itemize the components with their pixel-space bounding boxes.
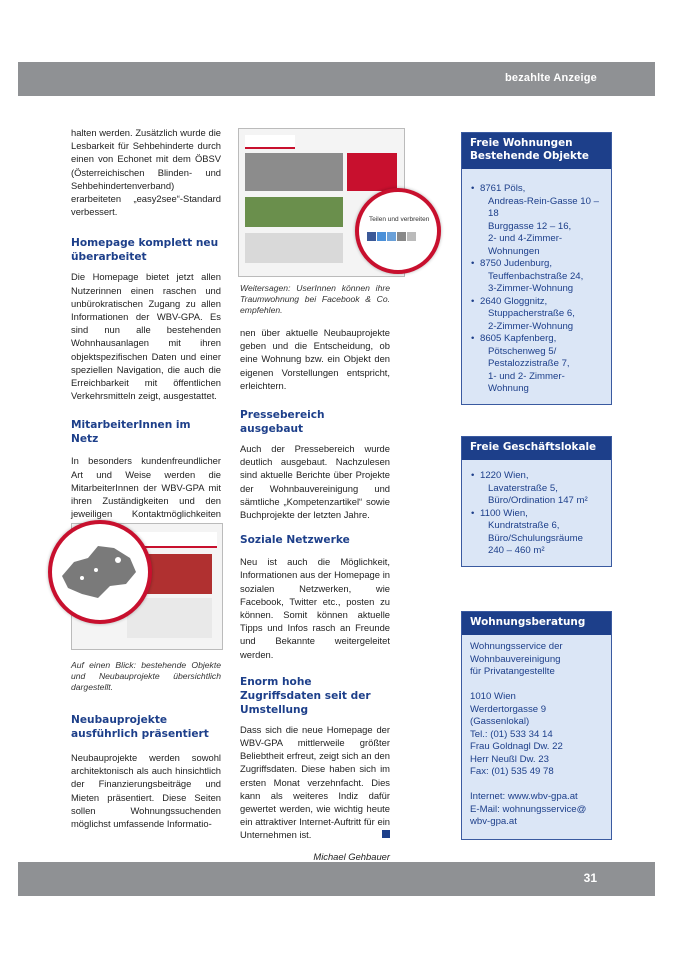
list-item-line: 2-Zimmer-Wohnung (488, 320, 574, 332)
paragraph-neubau: Neubauprojekte werden sowohl architektonisch als auch hinsichtlich der Finanzierungsbeiträge und Mieten präsentiert. Diese Seiten sollen Wohnungssuchenden möglichst umfassende Informatio- (71, 752, 221, 830)
list-item-line: • 8761 Pöls, (480, 183, 526, 194)
map-magnifier (48, 520, 152, 624)
share-magnifier (355, 188, 441, 274)
paragraph-homepage: Die Homepage bietet jetzt allen Nutzerinnen einen raschen und unbürokratischen Zugang zu allen Informationen der WBV-GPA. Es sind nun alle bestehenden Wohnhausanlagen mit ihren objektspezifischen Daten und einer speziellen Navigation, die auch die Erreichbarkeit mit öffentlichen Verkehrsmitteln zeigt, ausgestattet. (71, 271, 221, 402)
box-geschaeftslokale (461, 436, 612, 567)
list-item-line: Burggasse 12 – 16, (488, 220, 572, 232)
intro-paragraph: halten werden. Zusätzlich wurde die Lesbarkeit für Sehbehinderte durch einen von Echonet mit dem ÖBSV (Österreichischen Blinden- und Sehbehindertenverband) erarbeiteten „easy2see“-Standard verbessert. (71, 127, 221, 218)
box-wohnungen-title: Freie Wohnungen Bestehende Objekte (462, 133, 611, 169)
box-wohnungsberatung (461, 611, 612, 840)
caption-share: Weitersagen: UserInnen können ihre Traumwohnung bei Facebook & Co. empfehlen. (240, 283, 390, 315)
beratung-line (470, 679, 603, 692)
list-item-line: 2- und 4-Zimmer- (488, 233, 563, 244)
paragraph-presse: Auch der Pressebereich wurde deutlich ausgebaut. Nachzulesen sind aktuelle Berichte über Projekte der Wohnbauvereinigung und sämtliche „Kompetenzartikel“ sowie Buchprojekte der letzten Jahre. (240, 443, 390, 521)
list-item-line: 1- und 2- Zimmer-Wohnung (488, 370, 565, 394)
beratung-body (462, 635, 611, 839)
list-item (480, 183, 603, 258)
list-item-line: Andreas-Rein-Gasse 10 – 18 (488, 195, 599, 219)
list-item-line: • 8750 Judenburg, (480, 258, 553, 269)
share-icons (367, 228, 416, 246)
list-item-line: Pötschenweg 5/ (488, 345, 557, 357)
beratung-line[interactable]: Internet: www.wbv-gpa.at (470, 791, 578, 802)
footer-bar (18, 862, 655, 896)
beratung-line: für Privatangestellte (470, 666, 555, 677)
beratung-line: 1010 Wien (470, 691, 516, 702)
list-wohnungen (470, 183, 603, 396)
paragraph-continued: nen über aktuelle Neubauprojekte geben und die Entscheidung, ob eine Wohnung bzw. ein Objekt den eigenen Vorstellungen entspricht, erleichtern. (240, 327, 390, 391)
beratung-line[interactable]: E-Mail: wohnungsservice@ (470, 803, 587, 815)
share-icon[interactable] (387, 232, 396, 241)
facebook-icon[interactable] (367, 232, 376, 241)
box-beratung-title: Wohnungsberatung (462, 612, 611, 635)
beratung-line: Wohnungsservice der (470, 641, 563, 652)
list-item-line: • 1100 Wien, (480, 507, 528, 519)
list-item-line: • 8605 Kapfenberg, (480, 333, 557, 344)
ad-label: bezahlte Anzeige (504, 72, 597, 84)
heading-neubau: Neubauprojekte ausführlich präsentiert (71, 714, 209, 740)
beratung-line: Fax: (01) 535 49 78 (470, 766, 554, 777)
share-label: Teilen und verbreiten (369, 216, 430, 223)
list-geschaeft (470, 470, 603, 558)
mail-icon[interactable] (407, 232, 416, 241)
list-item (480, 333, 603, 396)
paragraph-sozial: Neu ist auch die Möglichkeit, Informationen aus der Homepage in sozialen Netzwerken, wie Facebook, Twitter etc., posten zu können. Somit können aktuelle Tipps und Infos rasch an Freunde und Bekannte weitergeleitet werden. (240, 556, 390, 660)
list-item-line: 240 – 460 m² (488, 545, 545, 556)
austria-map-icon (52, 524, 148, 620)
list-item (480, 508, 603, 558)
list-item-line: • 1220 Wien, (480, 470, 529, 481)
beratung-line: (Gassenlokal) (470, 716, 530, 727)
box-freie-wohnungen (461, 132, 612, 405)
list-item (480, 258, 603, 296)
beratung-line: Frau Goldnagl Dw. 22 (470, 741, 563, 752)
author: Michael Gehbauer (313, 850, 390, 862)
column-1 (71, 126, 221, 534)
beratung-line: Herr Neußl Dw. 23 (470, 753, 549, 765)
beratung-line: Werdertorgasse 9 (470, 703, 547, 715)
list-item-line: Stuppacherstraße 6, (488, 308, 575, 319)
list-item-line: Lavaterstraße 5, (488, 482, 558, 494)
list-item-line: Kundratstraße 6, (488, 520, 560, 531)
beratung-line: Wohnbauvereinigung (470, 653, 561, 665)
heading-zugriff: Enorm hohe Zugriffsdaten seit der Umstellung (240, 675, 371, 716)
list-item (480, 470, 603, 508)
list-item-line: Wohnungen (488, 245, 540, 257)
beratung-line (470, 779, 603, 792)
list-item-line: Büro/Ordination 147 m² (488, 495, 588, 506)
end-mark-icon (382, 830, 390, 838)
heading-presse: Pressebereich ausgebaut (240, 409, 325, 436)
beratung-line: Tel.: (01) 533 34 14 (470, 728, 553, 740)
list-item-line: • 2640 Gloggnitz, (480, 295, 548, 307)
heading-homepage: Homepage komplett neu überarbeitet (71, 237, 219, 264)
list-item-line: 3-Zimmer-Wohnung (488, 283, 574, 294)
list-item-line: Pestalozzistraße 7, (488, 358, 570, 369)
print-icon[interactable] (397, 232, 406, 241)
list-item (480, 296, 603, 334)
list-item-line: Büro/Schulungsräume (488, 532, 583, 544)
paragraph-mitarbeiter: In besonders kundenfreundlicher Art und Weise werden die MitarbeiterInnen der WBV-GPA mit ihren Zuständigkeiten und den jeweiligen Kontaktmöglichkeiten (71, 455, 221, 520)
caption-map: Auf einen Blick: bestehende Objekte und Neubauprojekte übersichtlich dargestellt. (71, 660, 221, 692)
box-geschaeft-title: Freie Geschäftslokale (462, 437, 611, 460)
twitter-icon[interactable] (377, 232, 386, 241)
list-item-line: Teuffenbachstraße 24, (488, 270, 584, 282)
header-bar (18, 62, 655, 96)
paragraph-zugriff: Dass sich die neue Homepage der WBV-GPA mittlerweile größter Beliebtheit erfreut, zeigt sich an den Zugriffsdaten. Diese haben sich im ersten Monat verzehnfacht. Dies kann als weiteres Indiz dafür gewertet werden, wie wichtig heute ein attraktiver Internet-Auftritt für ein Unternehmen ist. (240, 723, 390, 841)
page-number: 31 (583, 871, 597, 885)
heading-mitarbeiter: MitarbeiterInnen im Netz (71, 419, 191, 446)
column-2 (240, 283, 390, 863)
beratung-line[interactable]: wbv-gpa.at (470, 816, 517, 827)
heading-sozial: Soziale Netzwerke (240, 534, 350, 547)
caption-map-container (71, 660, 221, 830)
